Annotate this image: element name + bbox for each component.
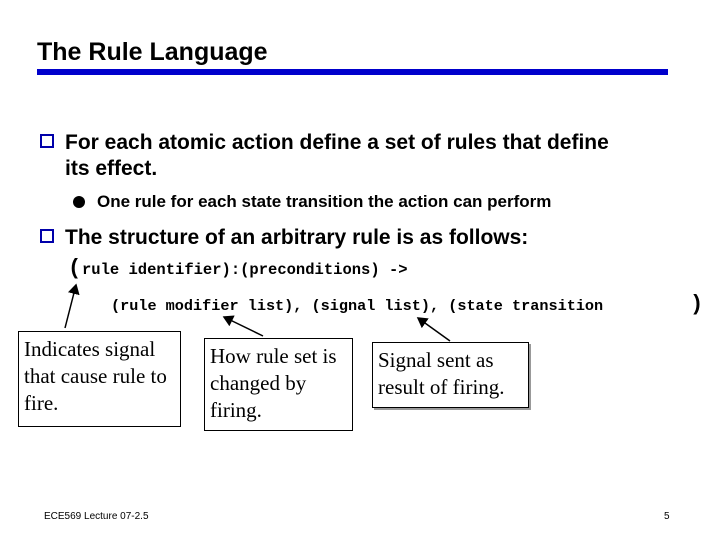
square-bullet-icon: [40, 134, 54, 148]
round-bullet-icon: [73, 196, 85, 208]
slide-title: The Rule Language: [37, 38, 268, 66]
arrow-to-signal-list: [418, 318, 450, 341]
bullet-1-line-2: its effect.: [65, 157, 158, 180]
title-underline: [37, 69, 668, 75]
sub-bullet-text: One rule for each state transition the action can perform: [97, 192, 552, 211]
arrow-to-rule-modifier-list: [224, 317, 263, 336]
arrow-to-rule-identifier: [65, 285, 76, 328]
footer-page-number: 5: [664, 511, 670, 522]
code-open-paren: (: [68, 256, 82, 281]
callout-signal-sent: Signal sent as result of firing.: [372, 342, 529, 408]
code-close-paren: ): [690, 292, 704, 317]
bullet-1-line-1: For each atomic action define a set of rules that define: [65, 131, 609, 154]
code-line-2: (rule modifier list), (signal list), (state transition: [111, 297, 604, 315]
callout-rule-set-change: How rule set is changed by firing.: [204, 338, 353, 431]
callout-signal-trigger: Indicates signal that cause rule to fire.: [18, 331, 181, 427]
square-bullet-icon: [40, 229, 54, 243]
code-line-1: rule identifier):(preconditions) ->: [82, 261, 408, 279]
footer-lecture-label: ECE569 Lecture 07-2.5: [44, 511, 149, 522]
bullet-2-text: The structure of an arbitrary rule is as follows:: [65, 226, 529, 249]
